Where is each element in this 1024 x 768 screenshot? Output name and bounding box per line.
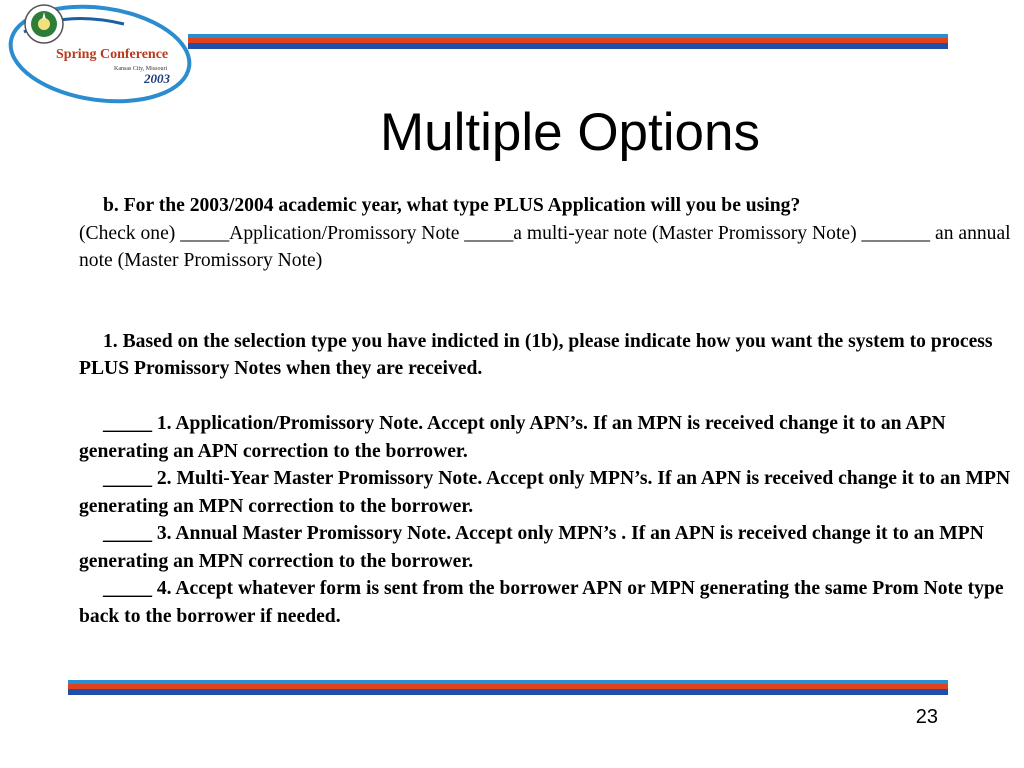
question-b-options: (Check one) _____Application/Promissory Note _____a multi-year note (Master Promissory Note) _______ an annual note (Master Promissory Note) bbox=[79, 222, 1011, 271]
top-divider-band bbox=[188, 34, 948, 49]
logo-year-text: 2003 bbox=[144, 71, 170, 86]
slide-body bbox=[79, 192, 1014, 630]
question-1: 1. Based on the selection type you have indicted in (1b), please indicate how you want the system to process PLUS Promissory Notes when they are received. bbox=[79, 330, 993, 379]
slide-title: Multiple Options bbox=[379, 103, 760, 162]
logo-name-text: Spring Conference bbox=[56, 47, 169, 62]
question-b bbox=[79, 192, 1014, 275]
option-4: _____ 4. Accept whatever form is sent from the borrower APN or MPN generating the same Prom Note type back to the borrower if needed. bbox=[79, 578, 1004, 627]
option-2: _____ 2. Multi-Year Master Promissory Note. Accept only MPN’s. If an APN is received change it to an MPN generating an MPN correction to the borrower. bbox=[79, 468, 1011, 517]
logo-location-text: Kansas City, Missouri bbox=[114, 66, 168, 72]
option-3: _____ 3. Annual Master Promissory Note. Accept only MPN’s . If an APN is received change it to an MPN generating an MPN correction to the borrower. bbox=[79, 523, 984, 572]
bottom-divider-band bbox=[68, 680, 948, 695]
spring-conference-logo bbox=[4, 2, 196, 108]
option-1: _____ 1. Application/Promissory Note. Accept only APN’s. If an MPN is received change it to an APN generating an APN correction to the borrower. bbox=[79, 413, 946, 462]
page-number: 23 bbox=[915, 706, 938, 728]
question-b-lead: b. For the 2003/2004 academic year, what type PLUS Application will you be using? bbox=[103, 195, 801, 216]
